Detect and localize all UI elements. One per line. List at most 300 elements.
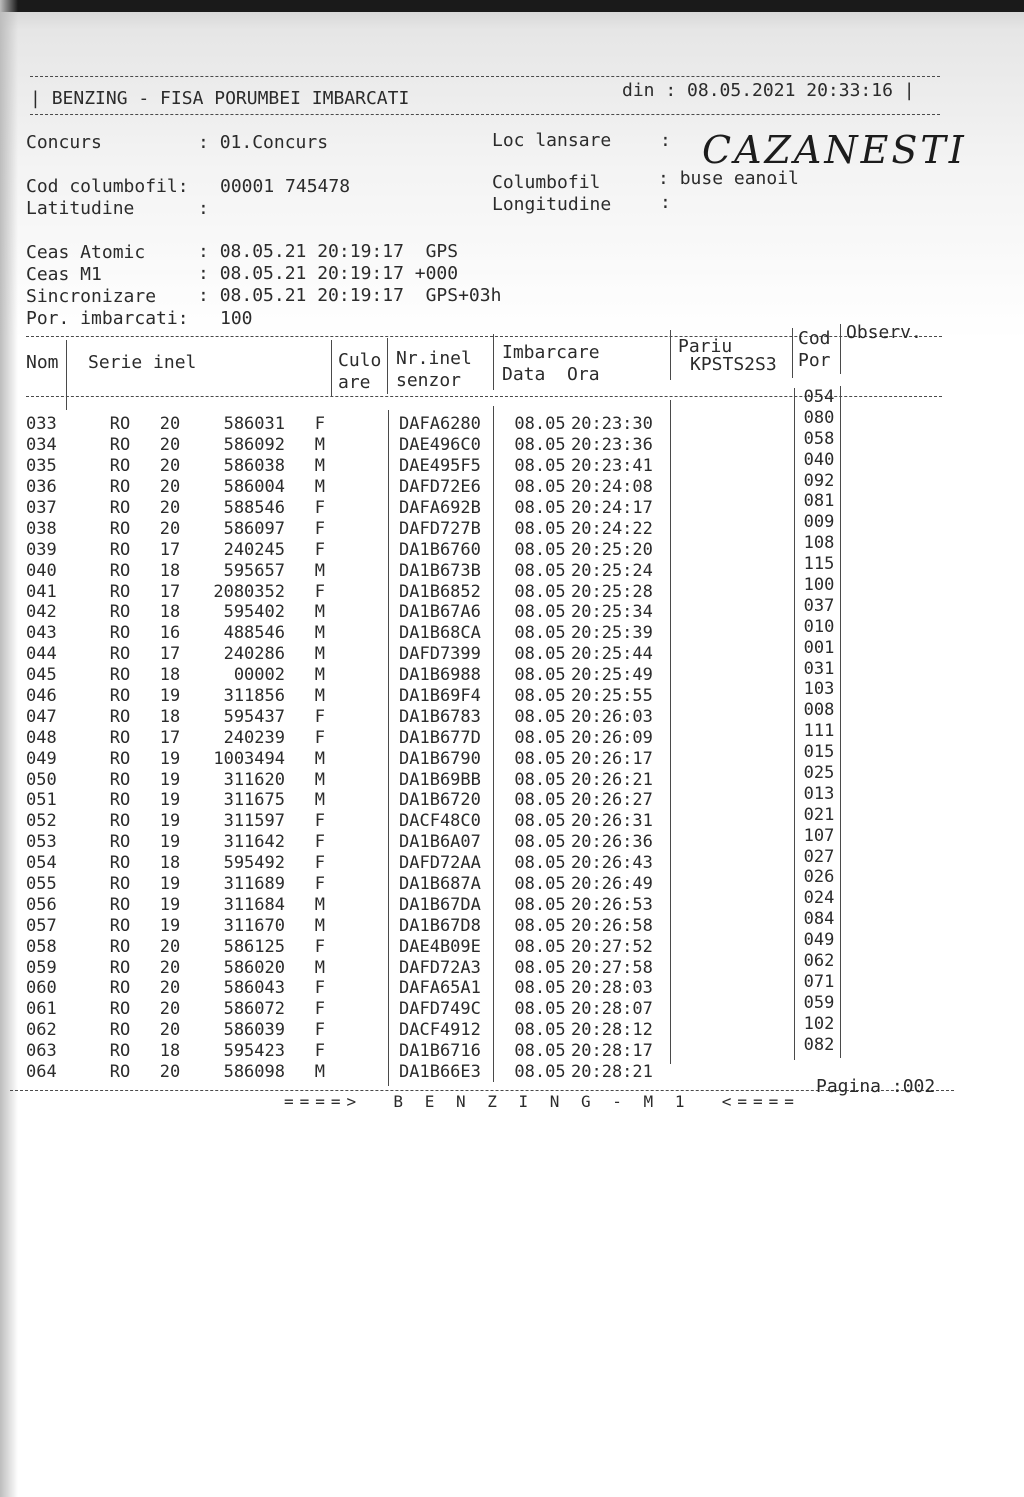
row-culoare — [333, 706, 393, 727]
cod-por-value: 100 — [803, 575, 835, 596]
row-culoare — [333, 518, 393, 539]
table-row — [20, 936, 796, 957]
row-sex: M — [314, 665, 325, 686]
col-culoare-2: are — [338, 372, 371, 393]
sep-senzor — [493, 334, 494, 390]
row-ring-number: 586072 — [223, 999, 285, 1020]
latitudine-colon: : — [198, 198, 209, 219]
row-country: RO — [109, 644, 131, 665]
row-ring-number: 595423 — [223, 1041, 285, 1062]
row-ring-number: 588546 — [223, 498, 285, 518]
row-nom: 048 — [26, 727, 57, 748]
row-time: 20:26:27 — [571, 790, 653, 811]
row-nom: 063 — [26, 1041, 57, 1062]
cod-por-value: 092 — [803, 470, 835, 491]
row-sensor: DA1B66E3 — [399, 1062, 481, 1083]
col-nrinel-1: Nr.inel — [396, 348, 472, 369]
cod-por-value: 107 — [803, 825, 835, 846]
row-year: 19 — [159, 811, 181, 832]
row-time: 20:26:58 — [571, 915, 653, 936]
table-row — [20, 518, 796, 539]
table-row — [20, 790, 796, 811]
row-date: 08.05 — [514, 936, 566, 957]
row-ring-number: 586043 — [223, 978, 285, 999]
row-culoare — [333, 686, 393, 707]
row-sensor: DA1B687A — [399, 874, 481, 895]
table-row — [20, 832, 796, 853]
row-time: 20:25:55 — [571, 686, 653, 707]
row-nom: 035 — [26, 456, 57, 477]
row-pariu — [671, 1062, 796, 1083]
row-culoare — [333, 414, 393, 435]
cod-por-value: 037 — [803, 595, 835, 616]
row-country: RO — [109, 539, 131, 560]
row-sex: F — [314, 539, 325, 560]
row-pariu — [671, 1041, 796, 1062]
cod-por-value: 009 — [803, 512, 835, 533]
row-ring-number: 595437 — [223, 706, 285, 727]
row-year: 17 — [159, 581, 181, 602]
row-sensor: DA1B6852 — [399, 581, 481, 602]
row-nom: 044 — [26, 644, 57, 665]
row-country: RO — [109, 560, 131, 581]
cod-por-value: 084 — [803, 909, 835, 930]
row-ring-number: 595492 — [223, 853, 285, 874]
row-ring-number: 311670 — [223, 915, 285, 936]
row-time: 20:26:43 — [571, 853, 653, 874]
row-pariu — [671, 706, 796, 727]
row-culoare — [333, 790, 393, 811]
row-ring-number: 311620 — [223, 769, 285, 790]
table-row — [20, 539, 796, 560]
row-culoare — [333, 727, 393, 748]
row-ring-number: 586092 — [223, 435, 285, 456]
row-time: 20:28:12 — [571, 1020, 653, 1041]
row-year: 18 — [159, 1041, 181, 1062]
row-culoare — [333, 623, 393, 644]
row-time: 20:28:21 — [571, 1062, 653, 1083]
row-sex: F — [314, 874, 325, 895]
row-sex: M — [314, 686, 325, 707]
row-nom: 049 — [26, 748, 57, 769]
row-pariu — [671, 686, 796, 707]
row-year: 18 — [159, 665, 181, 686]
row-pariu — [671, 498, 796, 519]
row-sensor: DAFD727B — [399, 518, 481, 539]
row-ring-number: 311597 — [223, 811, 285, 832]
row-nom: 041 — [26, 581, 57, 602]
row-year: 20 — [159, 414, 181, 435]
row-culoare — [333, 498, 393, 519]
row-year: 20 — [159, 978, 181, 999]
ceas-atomic-label: Ceas Atomic — [26, 242, 146, 263]
table-row — [20, 1062, 796, 1083]
row-date: 08.05 — [514, 477, 566, 498]
table-row — [20, 915, 796, 936]
table-row — [20, 560, 796, 581]
row-year: 19 — [159, 832, 181, 853]
ceas-m1-value: 08.05.21 20:19:17 +000 — [219, 263, 459, 284]
row-date: 08.05 — [514, 665, 566, 686]
row-date: 08.05 — [514, 811, 566, 832]
row-pariu — [671, 811, 796, 832]
row-date: 08.05 — [514, 874, 566, 895]
row-culoare — [333, 1041, 393, 1062]
row-year: 20 — [159, 957, 181, 978]
row-year: 18 — [159, 706, 181, 727]
row-culoare — [333, 748, 393, 769]
col-serie-inel: Serie inel — [88, 352, 197, 373]
row-year: 20 — [159, 936, 181, 957]
row-sensor: DAFD7399 — [399, 644, 481, 665]
row-pariu — [671, 665, 796, 686]
row-sensor: DA1B67DA — [399, 894, 481, 915]
row-pariu — [671, 560, 796, 581]
row-ring-number: 586098 — [223, 1062, 285, 1083]
cod-por-value: 115 — [803, 554, 835, 575]
row-time: 20:26:49 — [571, 874, 653, 895]
header-title-row: | BENZING - FISA PORUMBEI IMBARCATI — [30, 88, 410, 109]
row-date: 08.05 — [514, 518, 566, 539]
longitudine-label: Longitudine — [492, 194, 612, 215]
row-time: 20:24:17 — [571, 498, 653, 518]
row-sensor: DA1B673B — [399, 560, 481, 581]
row-time: 20:25:24 — [571, 560, 653, 581]
row-sex: F — [314, 414, 325, 435]
row-nom: 059 — [26, 957, 57, 978]
cod-por-value: 001 — [803, 637, 835, 658]
table-row — [20, 894, 796, 915]
row-sex: F — [314, 811, 325, 832]
row-pariu — [671, 999, 796, 1020]
row-time: 20:25:28 — [571, 581, 653, 602]
row-country: RO — [109, 811, 131, 832]
table-row — [20, 498, 796, 519]
scan-top-edge — [0, 0, 1024, 12]
table-row — [20, 602, 796, 623]
row-year: 20 — [159, 518, 181, 539]
row-country: RO — [109, 936, 131, 957]
row-sex: F — [314, 999, 325, 1020]
row-country: RO — [109, 853, 131, 874]
table-row — [20, 686, 796, 707]
row-ring-number: 595402 — [223, 602, 285, 623]
sep-serie — [331, 340, 332, 396]
row-nom: 037 — [26, 498, 57, 518]
row-country: RO — [109, 978, 131, 999]
row-nom: 054 — [26, 853, 57, 874]
loc-lansare-label: Loc lansare — [492, 130, 612, 151]
row-nom: 042 — [26, 602, 57, 623]
table-row — [20, 769, 796, 790]
row-sex: F — [314, 518, 325, 539]
row-pariu — [671, 853, 796, 874]
row-country: RO — [109, 686, 131, 707]
row-country: RO — [109, 748, 131, 769]
row-sensor: DA1B6988 — [399, 665, 481, 686]
row-country: RO — [109, 665, 131, 686]
cod-por-value: 059 — [803, 992, 835, 1013]
row-sex: F — [314, 936, 325, 957]
sep-nom — [66, 340, 67, 410]
row-year: 18 — [159, 853, 181, 874]
table-row — [20, 456, 796, 477]
col-data-ora: Data Ora — [502, 364, 600, 385]
row-sensor: DA1B6783 — [399, 706, 481, 727]
cod-por-value: 013 — [803, 783, 835, 804]
row-date: 08.05 — [514, 623, 566, 644]
row-date: 08.05 — [514, 560, 566, 581]
por-imbarcati-value: 100 — [220, 308, 253, 329]
table-row — [20, 644, 796, 665]
row-date: 08.05 — [514, 894, 566, 915]
row-pariu — [671, 936, 796, 957]
row-pariu — [671, 623, 796, 644]
table-row — [20, 706, 796, 727]
row-pariu — [671, 539, 796, 560]
row-ring-number: 586020 — [223, 957, 285, 978]
cod-por-value: 021 — [803, 804, 835, 825]
row-year: 19 — [159, 769, 181, 790]
row-sensor: DAE4B09E — [399, 936, 481, 957]
row-nom: 043 — [26, 623, 57, 644]
sep-imbarcare — [670, 330, 671, 380]
row-year: 20 — [159, 435, 181, 456]
cod-por-value: 027 — [803, 846, 835, 867]
col-imbarcare: Imbarcare — [502, 342, 600, 363]
row-culoare — [333, 539, 393, 560]
row-sensor: DAFD72A3 — [399, 957, 481, 978]
row-pariu — [671, 435, 796, 456]
row-culoare — [333, 1020, 393, 1041]
row-year: 19 — [159, 790, 181, 811]
table-row — [20, 727, 796, 748]
row-nom: 061 — [26, 999, 57, 1020]
row-time: 20:27:52 — [571, 936, 653, 957]
row-culoare — [333, 1062, 393, 1083]
row-time: 20:26:09 — [571, 727, 653, 748]
row-pariu — [671, 456, 796, 477]
row-time: 20:23:41 — [571, 456, 653, 477]
row-country: RO — [109, 1020, 131, 1041]
row-sex: F — [314, 1020, 325, 1041]
row-date: 08.05 — [514, 769, 566, 790]
row-ring-number: 586039 — [223, 1020, 285, 1041]
row-nom: 045 — [26, 665, 57, 686]
row-culoare — [333, 477, 393, 498]
row-sensor: DAFD72AA — [399, 853, 481, 874]
row-nom: 060 — [26, 978, 57, 999]
row-date: 08.05 — [514, 602, 566, 623]
row-country: RO — [109, 706, 131, 727]
row-country: RO — [109, 477, 131, 498]
row-sex: M — [314, 623, 325, 644]
row-country: RO — [109, 874, 131, 895]
row-country: RO — [109, 456, 131, 477]
cod-por-value: 054 — [803, 387, 835, 407]
cod-por-value: 082 — [803, 1034, 835, 1055]
row-pariu — [671, 602, 796, 623]
row-time: 20:25:44 — [571, 644, 653, 665]
row-nom: 034 — [26, 435, 57, 456]
row-year: 20 — [159, 498, 181, 518]
row-country: RO — [109, 414, 131, 435]
row-nom: 055 — [26, 874, 57, 895]
cod-por-value: 058 — [803, 428, 835, 449]
col-nrinel-2: senzor — [396, 370, 462, 391]
row-time: 20:25:34 — [571, 602, 653, 623]
row-sex: M — [314, 560, 325, 581]
row-time: 20:26:17 — [571, 748, 653, 769]
row-sensor: DAFD749C — [399, 999, 481, 1020]
row-nom: 064 — [26, 1062, 57, 1083]
row-sex: F — [314, 853, 325, 874]
row-date: 08.05 — [514, 1062, 566, 1083]
row-time: 20:28:07 — [571, 999, 653, 1020]
row-sensor: DAE495F5 — [399, 456, 481, 477]
row-sensor: DAFD72E6 — [399, 477, 481, 498]
row-date: 08.05 — [514, 414, 566, 435]
row-country: RO — [109, 769, 131, 790]
row-year: 16 — [159, 623, 181, 644]
row-date: 08.05 — [514, 748, 566, 769]
row-culoare — [333, 832, 393, 853]
row-year: 19 — [159, 686, 181, 707]
page-label: Pagina : — [816, 1076, 903, 1097]
row-time: 20:26:53 — [571, 894, 653, 915]
col-pariu-1: Pariu — [678, 336, 733, 357]
row-ring-number: 586097 — [223, 518, 285, 539]
row-pariu — [671, 769, 796, 790]
row-date: 08.05 — [514, 999, 566, 1020]
cod-por-column — [797, 387, 841, 1056]
header-top-rule — [30, 76, 940, 77]
concurs-label: Concurs — [26, 132, 102, 153]
row-year: 20 — [159, 456, 181, 477]
row-culoare — [333, 957, 393, 978]
row-year: 18 — [159, 602, 181, 623]
row-year: 19 — [159, 874, 181, 895]
row-time: 20:25:49 — [571, 665, 653, 686]
row-year: 19 — [159, 915, 181, 936]
col-pariu-2: KPSTS2S3 — [690, 354, 777, 375]
cod-por-value: 108 — [803, 533, 835, 554]
row-sensor: DA1B67A6 — [399, 602, 481, 623]
row-sensor: DA1B6790 — [399, 748, 481, 769]
row-ring-number: 488546 — [223, 623, 285, 644]
cod-por-value: 081 — [803, 491, 835, 512]
concurs-row: : 01.Concurs — [198, 132, 329, 153]
row-pariu — [671, 581, 796, 602]
row-sensor: DACF4912 — [399, 1020, 481, 1041]
row-date: 08.05 — [514, 957, 566, 978]
row-year: 17 — [159, 727, 181, 748]
columbofil-value: buse eanoil — [679, 168, 799, 189]
row-pariu — [671, 1020, 796, 1041]
row-sex: M — [314, 456, 325, 477]
row-sensor: DA1B677D — [399, 727, 481, 748]
row-culoare — [333, 936, 393, 957]
row-time: 20:26:21 — [571, 769, 653, 790]
row-nom: 052 — [26, 811, 57, 832]
row-ring-number: 240239 — [223, 727, 285, 748]
row-sex: M — [314, 435, 325, 456]
row-ring-number: 311675 — [223, 790, 285, 811]
cod-por-value: 024 — [803, 888, 835, 909]
sincronizare-label: Sincronizare — [26, 286, 157, 307]
cod-por-value: 071 — [803, 971, 835, 992]
loc-lansare-handwritten: CAZANESTI — [702, 128, 967, 172]
table-row — [20, 623, 796, 644]
row-nom: 062 — [26, 1020, 57, 1041]
page-number: 002 — [902, 1076, 936, 1097]
cod-por-value: 025 — [803, 763, 835, 784]
pigeon-table-body — [20, 414, 796, 1083]
header-date-row: din : 08.05.2021 20:33:16 | — [622, 80, 915, 101]
table-row — [20, 999, 796, 1020]
row-nom: 033 — [26, 414, 57, 435]
sep-cod — [840, 324, 841, 374]
table-row — [20, 414, 796, 435]
row-sensor: DA1B6720 — [399, 790, 481, 811]
row-date: 08.05 — [514, 539, 566, 560]
row-culoare — [333, 811, 393, 832]
row-year: 19 — [159, 894, 181, 915]
row-pariu — [671, 518, 796, 539]
footer-brand: ====> B E N Z I N G - M 1 <==== — [284, 1092, 800, 1111]
row-country: RO — [109, 790, 131, 811]
row-time: 20:25:39 — [571, 623, 653, 644]
row-nom: 040 — [26, 560, 57, 581]
report-title: BENZING - FISA PORUMBEI IMBARCATI — [51, 88, 410, 109]
row-culoare — [333, 456, 393, 477]
row-country: RO — [109, 957, 131, 978]
row-nom: 046 — [26, 686, 57, 707]
report-date: 08.05.2021 20:33:16 — [687, 80, 893, 101]
cod-por-value: 008 — [803, 700, 835, 721]
cod-columbofil-value: 00001 745478 — [220, 176, 351, 197]
row-country: RO — [109, 999, 131, 1020]
row-pariu — [671, 644, 796, 665]
row-ring-number: 1003494 — [213, 748, 285, 769]
row-culoare — [333, 602, 393, 623]
cod-por-value: 062 — [803, 951, 835, 972]
row-pariu — [671, 414, 796, 435]
scan-left-shadow — [0, 0, 18, 1497]
row-ring-number: 586004 — [223, 477, 285, 498]
row-pariu — [671, 477, 796, 498]
row-culoare — [333, 581, 393, 602]
cod-por-value: 010 — [803, 616, 835, 637]
row-date: 08.05 — [514, 498, 566, 518]
row-date: 08.05 — [514, 915, 566, 936]
row-sensor: DA1B6760 — [399, 539, 481, 560]
por-imbarcati-label: Por. imbarcati: — [26, 308, 189, 329]
row-year: 19 — [159, 748, 181, 769]
row-sex: M — [314, 769, 325, 790]
row-ring-number: 00002 — [233, 665, 285, 686]
ceas-m1-row: : 08.05.21 20:19:17 +000 — [198, 263, 459, 284]
row-year: 20 — [159, 999, 181, 1020]
col-nom: Nom — [26, 352, 59, 373]
row-nom: 038 — [26, 518, 57, 539]
row-year: 20 — [159, 1020, 181, 1041]
row-ring-number: 586031 — [223, 414, 285, 435]
row-country: RO — [109, 1062, 131, 1083]
row-nom: 047 — [26, 706, 57, 727]
concurs-value: 01.Concurs — [219, 132, 329, 153]
row-sex: M — [314, 748, 325, 769]
